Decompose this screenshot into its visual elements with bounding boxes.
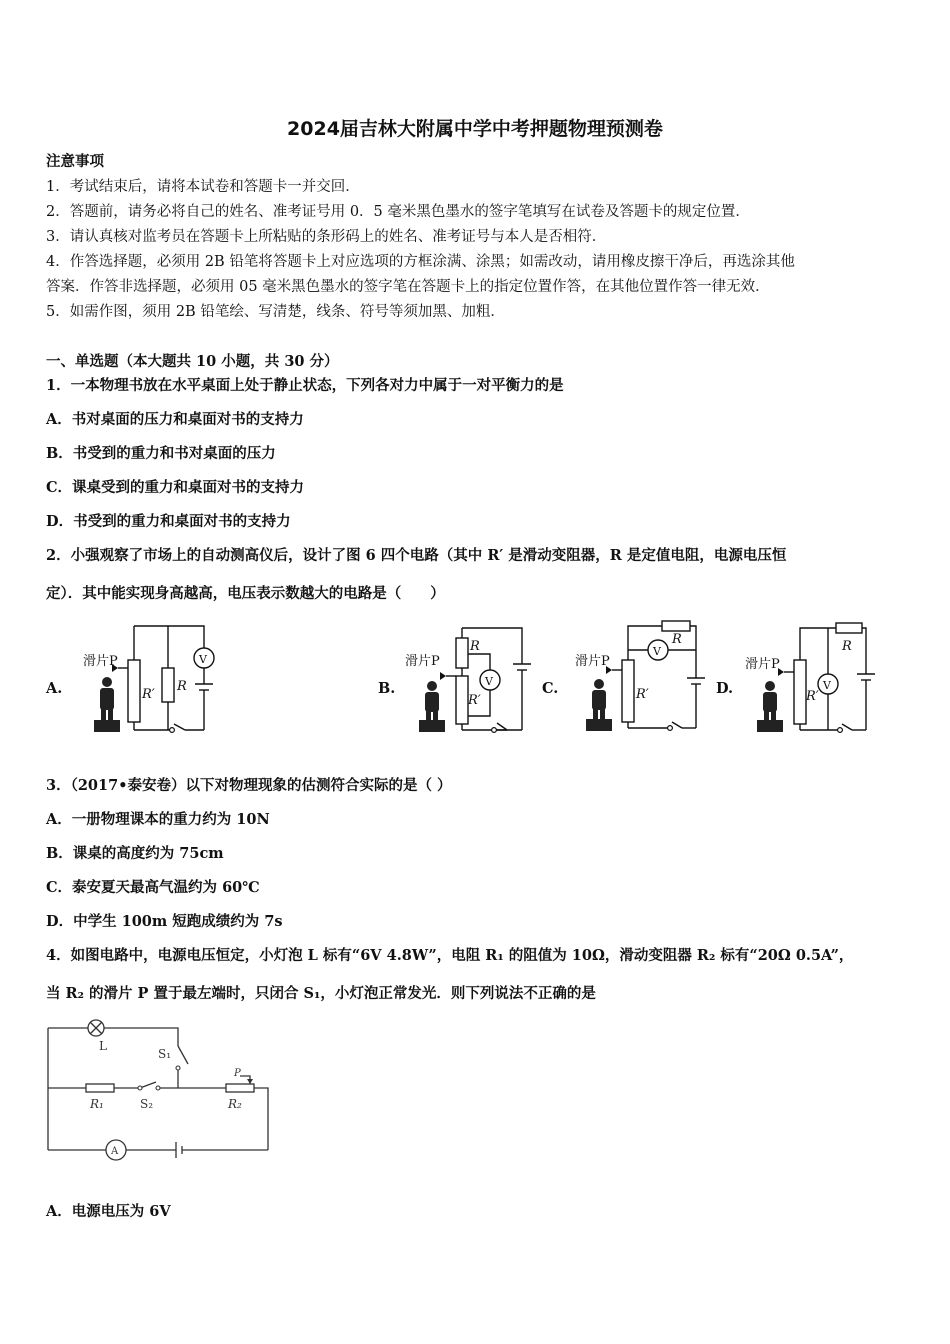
q3-option-a: A．一册物理课本的重力约为 10N — [46, 811, 270, 828]
q3-option-d: D．中学生 100m 短跑成绩约为 7s — [46, 913, 283, 930]
page-title: 2024届吉林大附属中学中考押题物理预测卷 — [287, 118, 663, 140]
q2-choice-c-label: C. — [542, 680, 559, 697]
question-2-stem-cont: 定）．其中能实现身高越高，电压表示数越大的电路是（ ） — [46, 585, 445, 602]
slider-label: 滑片P — [83, 654, 118, 669]
circuit-diagram-d — [742, 620, 887, 735]
q4-circuit-diagram — [44, 1018, 284, 1168]
q4-option-a: A．电源电压为 6V — [46, 1203, 171, 1220]
voltmeter-label: V — [653, 645, 661, 658]
fixed-resistor-label: R — [470, 639, 480, 654]
slider-label: 滑片P — [405, 654, 440, 669]
q1-option-c: C．课桌受到的重力和桌面对书的支持力 — [46, 479, 305, 496]
variable-resistor-label: R′ — [142, 687, 155, 702]
q1-option-d: D．书受到的重力和桌面对书的支持力 — [46, 513, 291, 530]
fixed-resistor-label: R — [842, 639, 852, 654]
ammeter-label: A — [111, 1146, 119, 1157]
section-heading: 一、单选题（本大题共 10 小题，共 30 分） — [46, 353, 339, 370]
circuit-diagram-b — [402, 620, 537, 735]
voltmeter-label: V — [823, 679, 831, 692]
q3-option-c: C．泰安夏天最高气温约为 60℃ — [46, 879, 260, 896]
notice-item: 答案．作答非选择题，必须用 05 毫米黑色墨水的签字笔在答题卡上的指定位置作答，在其他位置作答一律无效． — [46, 279, 770, 295]
question-3-stem: 3．（2017•泰安卷）以下对物理现象的估测符合实际的是（ ） — [46, 777, 452, 794]
q2-choice-d-label: D. — [716, 680, 734, 697]
notice-item: 4．作答选择题，必须用 2B 铅笔将答题卡上对应选项的方框涂满、涂黑；如需改动，请用橡皮擦干净后，再选涂其他 — [46, 254, 795, 270]
notice-item: 3．请认真核对监考员在答题卡上所粘贴的条形码上的姓名、准考证号与本人是否相符． — [46, 229, 607, 245]
q1-option-a: A．书对桌面的压力和桌面对书的支持力 — [46, 411, 304, 428]
notice-heading: 注意事项 — [46, 153, 104, 170]
slider-label: 滑片P — [575, 654, 610, 669]
slider-p-label: P — [234, 1068, 241, 1079]
question-4-stem-cont: 当 R₂ 的滑片 P 置于最左端时，只闭合 S₁，小灯泡正常发光．则下列说法不正确的是 — [46, 985, 596, 1002]
question-2-stem: 2．小强观察了市场上的自动测高仪后，设计了图 6 四个电路（其中 R′ 是滑动变阻器，R 是定值电阻，电源电压恒 — [46, 547, 787, 564]
q2-choice-a-label: A. — [46, 680, 63, 697]
variable-resistor-label: R′ — [806, 689, 819, 704]
resistor-r1-label: R₁ — [90, 1097, 104, 1111]
fixed-resistor-label: R — [672, 632, 682, 647]
variable-resistor-label: R′ — [636, 687, 649, 702]
circuit-diagram-a — [80, 620, 240, 735]
q2-choice-b-label: B. — [378, 680, 396, 697]
slider-label: 滑片P — [745, 657, 780, 672]
variable-resistor-label: R′ — [468, 693, 481, 708]
circuit-diagram-c — [572, 620, 712, 735]
q3-option-b: B．课桌的高度约为 75cm — [46, 845, 224, 862]
switch-s1-label: S₁ — [158, 1047, 172, 1061]
switch-s2-label: S₂ — [140, 1097, 154, 1111]
fixed-resistor-label: R — [177, 679, 187, 694]
notice-item: 2．答题前，请务必将自己的姓名、准考证号用 0．5 毫米黑色墨水的签字笔填写在试卷及答题卡的规定位置． — [46, 204, 750, 220]
notice-item: 5．如需作图，须用 2B 铅笔绘、写清楚，线条、符号等须加黑、加粗． — [46, 304, 505, 320]
q1-option-b: B．书受到的重力和书对桌面的压力 — [46, 445, 276, 462]
voltmeter-label: V — [485, 675, 493, 688]
resistor-r2-label: R₂ — [228, 1097, 242, 1111]
voltmeter-label: V — [199, 653, 207, 666]
notice-item: 1．考试结束后，请将本试卷和答题卡一并交回． — [46, 179, 360, 195]
lamp-label: L — [99, 1039, 107, 1053]
question-1-stem: 1．一本物理书放在水平桌面上处于静止状态，下列各对力中属于一对平衡力的是 — [46, 377, 564, 394]
question-4-stem: 4．如图电路中，电源电压恒定，小灯泡 L 标有“6V 4.8W”，电阻 R₁ 的阻值为 10Ω，滑动变阻器 R₂ 标有“20Ω 0.5A”， — [46, 947, 854, 964]
